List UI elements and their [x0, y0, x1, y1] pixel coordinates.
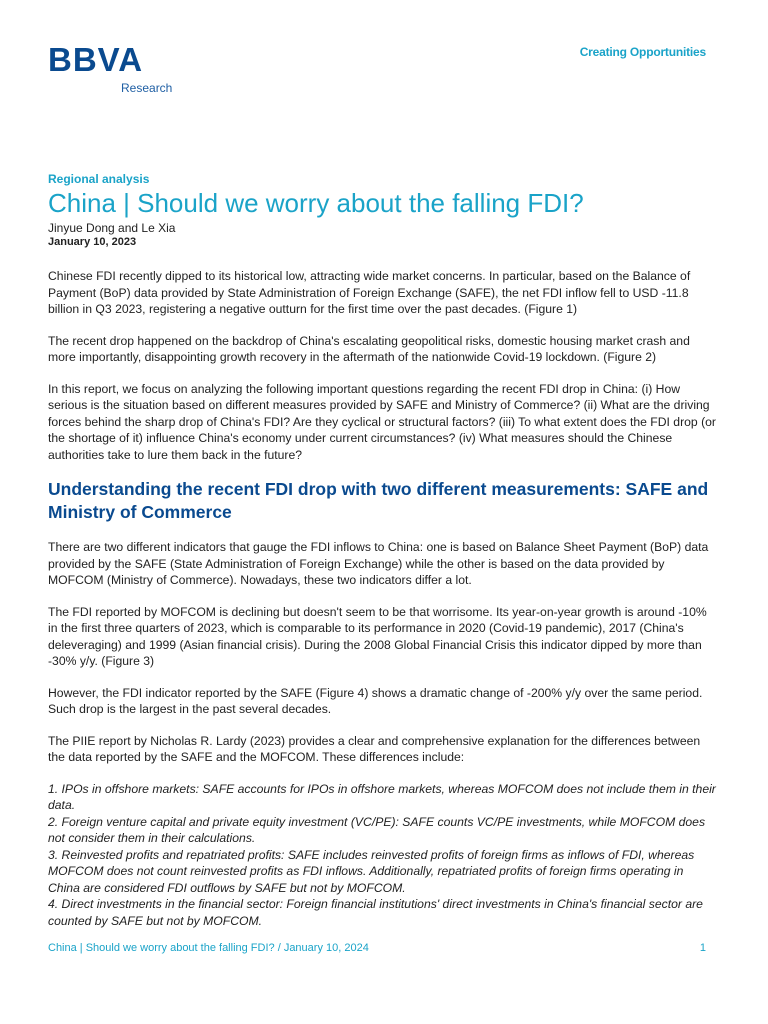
tagline: Creating Opportunities: [579, 45, 706, 59]
paragraph: There are two different indicators that gauge the FDI inflows to China: one is based on Balance Sheet Payment (BoP) data provided by the SAFE (State Administration of Foreign Exchange) while the other is based on the data provided by MOFCOM (Ministry of Commerce). Nowadays, these two indicators differ a lot.: [48, 540, 709, 587]
section-label: Regional analysis: [48, 172, 150, 186]
logo-text: BBVA: [48, 41, 144, 78]
paragraph: The PIIE report by Nicholas R. Lardy (2023) provides a clear and comprehensive explanation for the differences between the data reported by the SAFE and the MOFCOM. These differences include:: [48, 733, 701, 764]
differences-list: [48, 781, 718, 930]
page-title: China | Should we worry about the falling FDI?: [48, 188, 584, 218]
page-number: 1: [699, 942, 706, 954]
publication-date: January 10, 2023: [48, 236, 137, 248]
footer-text: China | Should we worry about the falling FDI? / January 10, 2024: [48, 942, 369, 954]
page-footer: [48, 942, 706, 954]
list-item: 4. Direct investments in the financial sector: Foreign financial institutions' direct investments in China's financial sector are counted by SAFE but not by MOFCOM.: [48, 897, 703, 928]
article-body: [48, 268, 718, 929]
bbva-research-logo: [48, 43, 188, 99]
paragraph: In this report, we focus on analyzing the following important questions regarding the recent FDI drop in China: (i) How serious is the situation based on different measures provided by SAFE and Ministry of Commerce? (ii) What are the driving forces behind the sharp drop of China's FDI? Are they cyclical or structural factors? (iii) To what extent does the FDI drop (or the shortage of it) influence China's economy under current circumstances? (iv) What measures should the Chinese authorities take to lure them back in the future?: [48, 381, 716, 462]
list-item: 2. Foreign venture capital and private equity investment (VC/PE): SAFE counts VC/PE investments, while MOFCOM does not consider them in their calculations.: [48, 814, 706, 845]
list-item: 3. Reinvested profits and repatriated profits: SAFE includes reinvested profits of foreign firms as inflows of FDI, whereas MOFCOM does not count reinvested profits as FDI inflows. Additionally, repatriated profits of foreign firms operating in China are considered FDI outflows by SAFE but not by MOFCOM.: [48, 847, 695, 895]
authors: Jinyue Dong and Le Xia: [48, 221, 176, 235]
paragraph: Chinese FDI recently dipped to its historical low, attracting wide market concerns. In particular, based on the Balance of Payment (BoP) data provided by State Administration of Foreign Exchange (SAFE), the net FDI inflow fell to USD -11.8 billion in Q3 2023, registering a negative outturn for the first time over the past decades. (Figure 1): [48, 269, 691, 316]
logo-subtext: Research: [121, 81, 173, 95]
list-item: 1. IPOs in offshore markets: SAFE accounts for IPOs in offshore markets, whereas MOFCOM does not include them in their data.: [48, 781, 716, 812]
paragraph: However, the FDI indicator reported by the SAFE (Figure 4) shows a dramatic change of -200% y/y over the same period. Such drop is the largest in the past several decades.: [48, 685, 703, 716]
paragraph: The recent drop happened on the backdrop of China's escalating geopolitical risks, domestic housing market crash and more importantly, disappointing growth recovery in the aftermath of the nationwide Covid-19 lockdown. (Figure 2): [48, 333, 690, 364]
section-heading: Understanding the recent FDI drop with two different measurements: SAFE and Ministry of Commerce: [48, 479, 709, 522]
paragraph: The FDI reported by MOFCOM is declining but doesn't seem to be that worrisome. Its year-on-year growth is around -10% in the first three quarters of 2023, which is comparable to its performance in 2020 (Covid-19 pandemic), 2017 (China's deleveraging) and 1999 (Asian financial crisis). During the 2008 Global Financial Crisis this indicator dipped by more than -30% y/y. (Figure 3): [48, 604, 707, 668]
